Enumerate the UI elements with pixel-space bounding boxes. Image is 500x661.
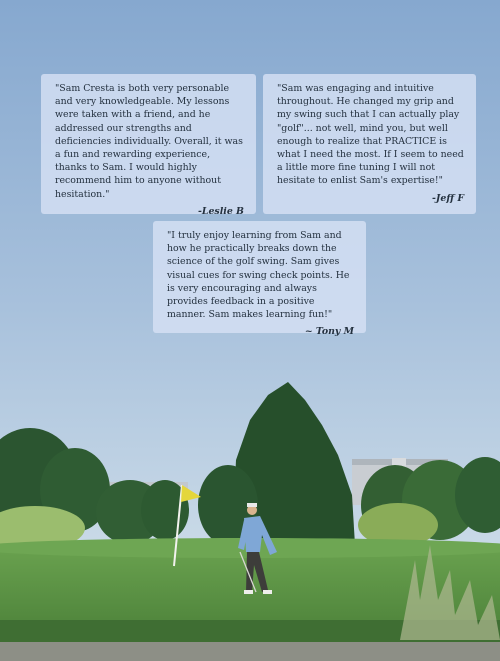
testimonial-author: -Jeff F: [432, 192, 464, 204]
testimonial-author: -Leslie B: [197, 205, 244, 217]
testimonial-card-leslie: [41, 74, 256, 217]
testimonial-quote: "Sam Cresta is both very personable and very knowledgeable. My lessons were taken with a friend, and he addressed our strengths and deficiencies individually. Overall, it was a fun and rewarding experience, thanks to Sam. I would highly recommend him to anyone without hesitation.": [55, 83, 243, 200]
testimonial-author: ~ Tony M: [304, 326, 354, 338]
testimonial-card-jeff: [263, 74, 476, 214]
testimonial-quote: "Sam was engaging and intuitive throughout. He changed my grip and my swing such that I can actually play "golf"... not well, mind you, but well enough to realize that PRACTICE is what I need the most. If I seem to need a little more fine tuning I will not hesitate to enlist Sam's expertise!": [277, 83, 464, 187]
testimonial-card-tony: [153, 221, 366, 338]
path: [0, 642, 500, 661]
testimonial-quote: "I truly enjoy learning from Sam and how he practically breaks down the science of the golf swing. Sam gives visual cues for swing check points. He is very encouraging and always provides feedback in a positive manner. Sam makes learning fun!": [167, 230, 350, 321]
